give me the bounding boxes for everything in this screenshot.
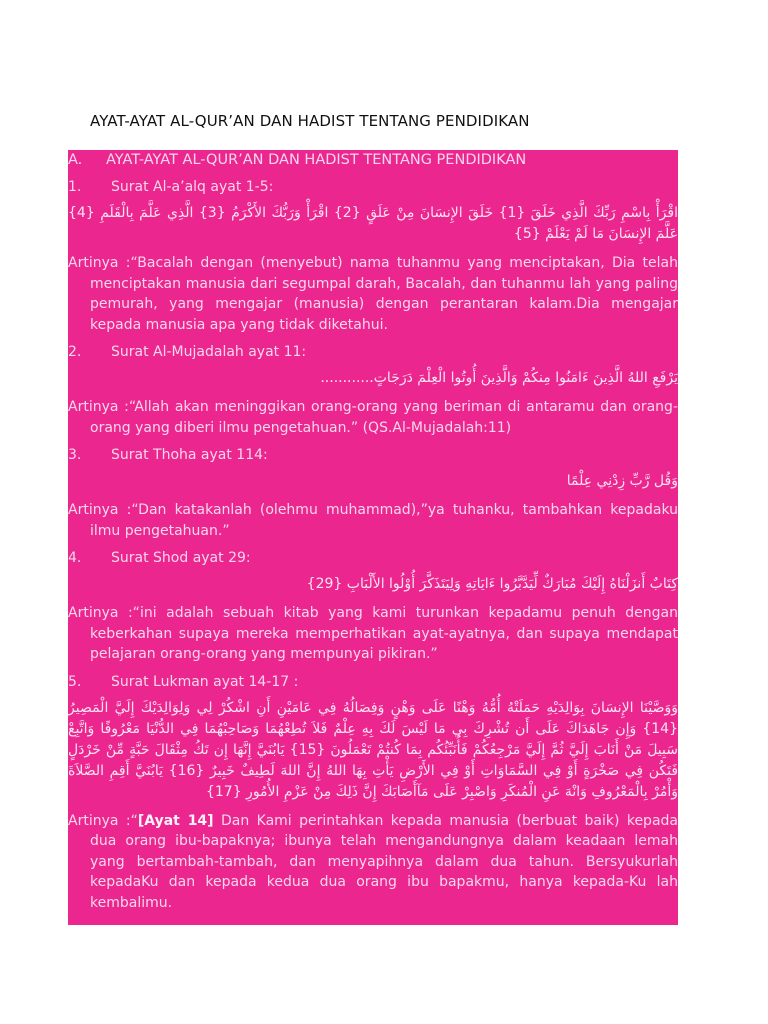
- section-heading: [68, 150, 678, 170]
- item-label: Surat Lukman ayat 14-17 :: [111, 673, 299, 690]
- verse-reference: [Ayat 14]: [137, 812, 214, 829]
- item-label: Surat Al-Mujadalah ayat 11:: [111, 344, 307, 360]
- translation-body: Dan Kami perintahkan kepada manusia (berbuat baik) kepada dua orang ibu-bapaknya; ibunya telah mengandungnya dalam keadaan lemah yang bertambah-tambah, dan menyapihnya dalam dua tahun. Bersyukurlah kepadaKu dan kepada kedua dua orang ibu bapakmu, hanya kepada-Ku lah kembalimu.: [90, 812, 678, 911]
- document-title: AYAT-AYAT AL-QUR’AN DAN HADIST TENTANG PENDIDIKAN: [90, 112, 530, 130]
- list-item: [68, 342, 678, 438]
- section-marker: A.: [68, 152, 83, 168]
- item-number: 3.: [68, 447, 82, 463]
- translation-text: [68, 811, 678, 914]
- highlighted-content: [68, 150, 678, 925]
- item-number: 2.: [68, 344, 82, 360]
- arabic-verse: يَرْفَعِ اللهُ الَّذِينَ ءَامَنُوا مِنكُمْ وَالَّذِينَ أُوتُوا الْعِلْمَ دَرَجَاتٍ............: [320, 370, 678, 386]
- arabic-verse: وَقُل رَّبِّ زِدْنِي عِلْمًا: [566, 473, 678, 489]
- item-label: Surat Shod ayat 29:: [111, 550, 251, 566]
- translation-text: Artinya :“Dan katakanlah (olehmu muhammad),”ya tuhanku, tambahkan kepadaku ilmu pengetahuan.”: [68, 502, 678, 539]
- list-item: [68, 672, 678, 914]
- item-number: 4.: [68, 550, 82, 566]
- section-heading-text: AYAT-AYAT AL-QUR’AN DAN HADIST TENTANG PENDIDIKAN: [106, 152, 527, 168]
- list-item: [68, 548, 678, 665]
- item-number: 5.: [68, 673, 82, 690]
- translation-prefix: Artinya :“: [68, 812, 138, 829]
- list-item: [68, 177, 678, 335]
- item-label: Surat Al-a’alq ayat 1-5:: [111, 179, 274, 195]
- arabic-verse: وَوَصَّيْنَا الإِنسَانَ بِوَالِدَيْهِ حَمَلَتْهُ أُمُّهُ وَهْنًا عَلَى وَهْنٍ وَفِصَالُهُ فِي عَامَيْنِ أَنِ اشْكُرْ لِي وَلِوَالِدَيْكَ إِلَيَّ الْمَصِيرُ {14} وَإِن جَاهَدَاكَ عَلَى أَن تُشْرِكَ بِي مَا لَيْسَ لَكَ بِهِ عِلْمٌ فَلاَ تُطِعْهُمَا وَصَاحِبْهُمَا فِي الدُّنْيَا مَعْرُوفًا وَاتَّبِعْ سَبِيلَ مَنْ أَنَابَ إِلَيَّ ثُمَّ إِلَيَّ مَرْجِعُكُمْ فَأُنَبِّئُكُم بِمَا كُنتُمْ تَعْمَلُونَ {15} يَابُنَيَّ إِنَّهَا إِن تَكُ مِثْقَالَ حَبَّةٍ مِّنْ خَرْدَلٍ فَتَكُن فِي صَخْرَةٍ أَوْ فِي السَّمَاوَاتِ أَوْ فِي الأَرْضِ يَأْتِ بِهَا اللهُ إِنَّ اللهَ لَطِيفٌ خَبِيرٌ {16} يَابُنَيَّ أَقِمِ الصَّلاَةَ وَأْمُرْ بِالْمَعْرُوفِ وَانْهَ عَنِ الْمُنكَرِ وَاصْبِرْ عَلَى مَآأَصَابَكَ إِنَّ ذَلِكَ مِنْ عَزْمِ الأُمُورِ {17}: [68, 699, 678, 800]
- translation-text: Artinya :“Bacalah dengan (menyebut) nama tuhanmu yang menciptakan, Dia telah menciptakan manusia dari segumpal darah, Bacalah, dan tuhanmu lah yang paling pemurah, yang mengajar (manusia) dengan perantaran kalam.Dia mengajar kepada manusia apa yang tidak diketahui.: [68, 255, 678, 333]
- list-item: [68, 445, 678, 541]
- translation-text: Artinya :“ini adalah sebuah kitab yang kami turunkan kepadamu penuh dengan keberkahan supaya mereka memperhatikan ayat-ayatnya, dan supaya mendapat pelajaran orang-orang yang mempunyai pikiran.”: [68, 605, 678, 662]
- translation-text: Artinya :“Allah akan meninggikan orang-orang yang beriman di antaramu dan orang-orang yang diberi ilmu pengetahuan.” (QS.Al-Mujadalah:11): [68, 399, 678, 436]
- arabic-verse: كِتَابٌ أَنزَلْنَاهُ إِلَيْكَ مُبَارَكٌ لِّيَدَّبَّرُوا ءَايَاتِهِ وَلِيَتَذَكَّرَ أُوْلُوا الأَلْبَابِ {29}: [306, 576, 678, 592]
- arabic-verse: اقْرَأْ بِاسْمِ رَبِّكَ الَّذِي خَلَقَ {1} خَلَقَ الإِنسَانَ مِنْ عَلَقٍ {2} اقْرَأْ وَرَبُّكَ الأَكْرَمُ {3} الَّذِي عَلَّمَ بِالْقَلَمِ {4} عَلَّمَ الإِنسَانَ مَا لَمْ يَعْلَمْ {5}: [68, 205, 678, 242]
- item-number: 1.: [68, 179, 82, 195]
- item-label: Surat Thoha ayat 114:: [111, 447, 268, 463]
